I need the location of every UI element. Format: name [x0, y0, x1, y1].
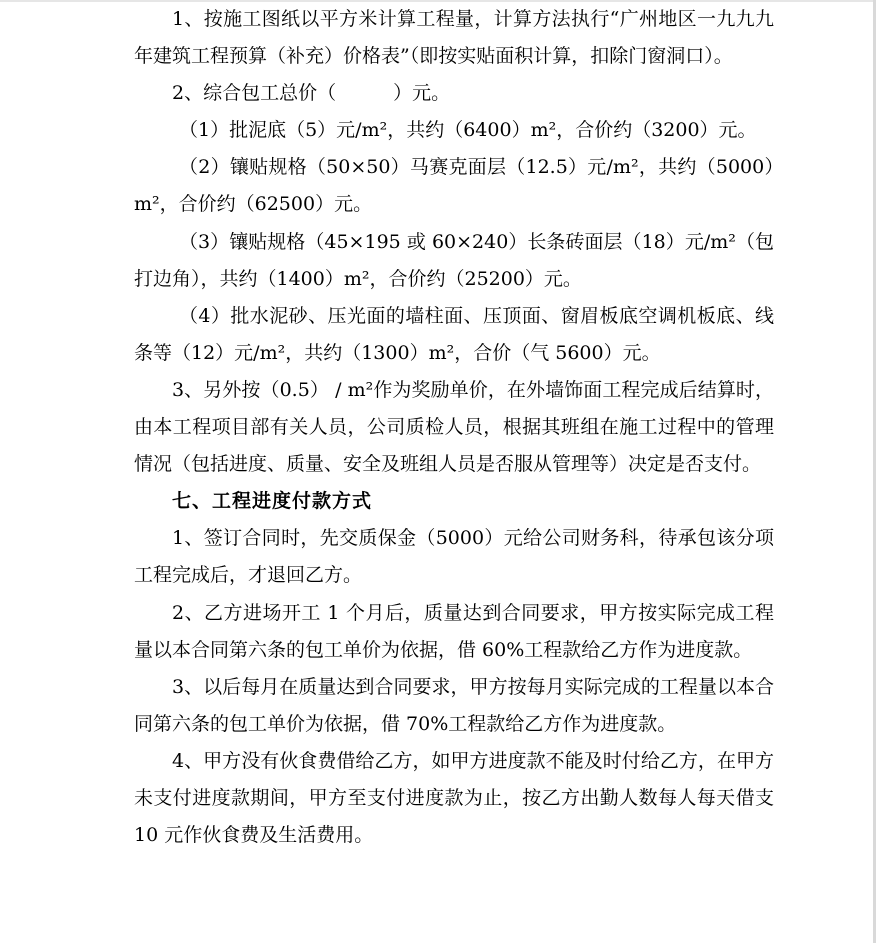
price-item-cement-finish: （4）批水泥砂、压光面的墙柱面、压顶面、窗眉板底空调机板底、线条等（12）元/m²，共约（1300）m²，合价（气 5600）元。 — [134, 304, 774, 364]
price-item-plaster-base: （1）批泥底（5）元/m²，共约（6400）m²，合价约（3200）元。 — [179, 119, 757, 142]
document-body — [134, 1, 774, 854]
clause-quantity-calculation: 1、按施工图纸以平方米计算工程量，计算方法执行“广州地区一九九九年建筑工程预算（补充）价格表”（即按实贴面积计算，扣除门窗洞口）。 — [134, 8, 774, 68]
payment-item-monthly: 3、以后每月在质量达到合同要求，甲方按每月实际完成的工程量以本合同第六条的包工单价为依据，借 70%工程款给乙方作为进度款。 — [134, 675, 774, 735]
price-item-mosaic-tile: （2）镶贴规格（50×50）马赛克面层（12.5）元/m²，共约（5000）m²，合价约（62500）元。 — [134, 156, 774, 216]
payment-item-meal-allowance: 4、甲方没有伙食费借给乙方，如甲方进度款不能及时付给乙方，在甲方未支付进度款期间，甲方至支付进度款为止，按乙方出勤人数每人每天借支 10 元作伙食费及生活费用。 — [134, 749, 774, 847]
payment-item-deposit: 1、签订合同时，先交质保金（5000）元给公司财务科，待承包该分项工程完成后，才退回乙方。 — [134, 527, 774, 587]
payment-item-first-month: 2、乙方进场开工 1 个月后，质量达到合同要求，甲方按实际完成工程量以本合同第六条的包工单价为依据，借 60%工程款给乙方作为进度款。 — [134, 601, 774, 661]
clause-bonus-rate: 3、另外按（0.5） / m²作为奖励单价，在外墙饰面工程完成后结算时，由本工程项目部有关人员，公司质检人员，根据其班组在施工过程中的管理情况（包括进度、质量、安全及班组人员是否服从管理等）决定是否支付。 — [134, 378, 774, 476]
section-heading-payment: 七、工程进度付款方式 — [172, 490, 373, 513]
price-item-strip-tile: （3）镶贴规格（45×195 或 60×240）长条砖面层（18）元/m²（包打边角），共约（1400）m²，合价约（25200）元。 — [134, 230, 774, 290]
clause-total-price: 2、综合包工总价（ ）元。 — [172, 82, 451, 105]
